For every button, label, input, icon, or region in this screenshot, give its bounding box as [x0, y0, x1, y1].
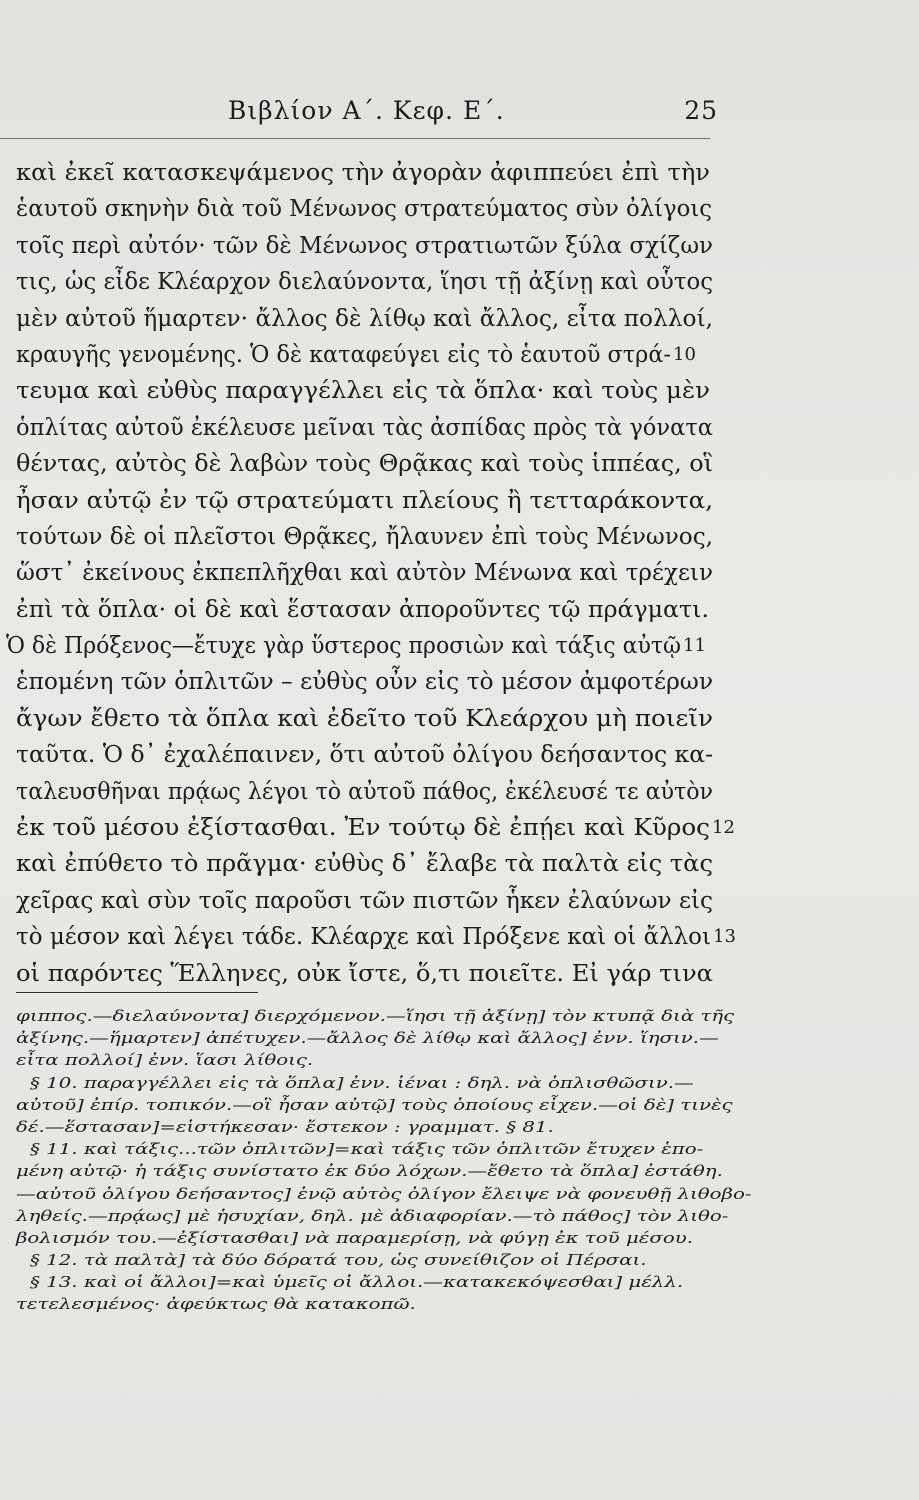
footnote-line: [0, 1138, 919, 1160]
footnote-text: § 12. τὰ παλτὰ] τὰ δύο δόρατά του, ὡς συνείθιζον οἱ Πέρσαι.: [30, 1251, 647, 1270]
text-line: [0, 155, 919, 191]
text-line-content: ὁπλίτας αὐτοῦ ἐκέλευσε μεῖναι τὰς ἀσπίδας πρὸς τὰ γόνατα: [16, 413, 713, 441]
text-line: [0, 410, 919, 446]
text-line-content: οἱ παρόντες Ἕλληνες, οὐκ ἴστε, ὅ,τι ποιεῖτε. Εἰ γάρ τινα: [16, 959, 713, 987]
text-line: [0, 483, 919, 519]
text-line-content: ἐκ τοῦ μέσου ἐξίστασθαι. Ἐν τούτῳ δὲ ἐπῄει καὶ Κῦρος: [16, 814, 710, 842]
footnote-text: ληθείς.—πρᾴως] μὲ ἡσυχίαν, δηλ. μὲ ἀδιαφορίαν.—τὸ πάθος] τὸν λιθο-: [16, 1206, 729, 1225]
text-line-content: τις, ὡς εἶδε Κλέαρχον διελαύνοντα, ἵησι τῇ ἀξίνῃ καὶ οὗτος: [16, 268, 713, 296]
text-line: [0, 737, 919, 773]
footnote-text: εἶτα πολλοί] ἐνν. ἵασι λίθοις.: [16, 1051, 314, 1070]
main-text: [0, 155, 919, 992]
text-line: [0, 555, 919, 591]
text-line: [0, 664, 919, 700]
section-number: 11: [683, 635, 706, 657]
text-line: [0, 592, 919, 628]
footnotes: [0, 1005, 919, 1316]
text-line-content: ἑπομένη τῶν ὁπλιτῶν – εὐθὺς οὖν εἰς τὸ μέσον ἀμφοτέρων: [16, 668, 713, 696]
footnote-line: [0, 1205, 919, 1227]
footnote-line: [0, 1271, 919, 1293]
footnote-line: [0, 1183, 919, 1205]
footnote-line: [0, 1293, 919, 1315]
footnote-line: [0, 1160, 919, 1182]
text-line: [0, 519, 919, 555]
text-line: [0, 883, 919, 919]
footnote-text: δέ.—ἕστασαν]=εἱστήκεσαν· ἔστεκον : γραμματ. § 81.: [16, 1117, 554, 1136]
text-line: [0, 774, 919, 810]
text-line: [0, 956, 919, 992]
footnote-text: φιππος.—διελαύνοντα] διερχόμενον.—ἵησι τῇ ἀξίνῃ] τὸν κτυπᾷ διὰ τῆς: [16, 1007, 735, 1025]
text-line: [0, 337, 919, 373]
text-line-content: τοῖς περὶ αὐτόν· τῶν δὲ Μένωνος στρατιωτῶν ξύλα σχίζων: [16, 231, 713, 259]
footnote-text: τετελεσμένος· ἀφεύκτως θὰ κατακοπῶ.: [16, 1295, 416, 1314]
text-line-content: ταλευσθῆναι πρᾴως λέγοι τὸ αὐτοῦ πάθος, ἐκέλευσέ τε αὐτὸν: [16, 777, 713, 805]
text-line-content: χεῖρας καὶ σὺν τοῖς παροῦσι τῶν πιστῶν ἧκεν ἐλαύνων εἰς: [16, 886, 713, 914]
footnote-line: [0, 1049, 919, 1071]
text-line: [0, 919, 919, 955]
text-line: [0, 301, 919, 337]
text-line-content: μὲν αὐτοῦ ἥμαρτεν· ἄλλος δὲ λίθῳ καὶ ἄλλος, εἶτα πολλοί,: [16, 304, 713, 332]
text-line-content: θέντας, αὐτὸς δὲ λαβὼν τοὺς Θρᾷκας καὶ τοὺς ἱππέας, οἳ: [16, 450, 713, 478]
text-line: [0, 628, 919, 664]
text-line-content: Ὁ δὲ Πρόξενος—ἔτυχε γὰρ ὕστερος προσιὼν καὶ τάξις αὐτῷ: [6, 632, 681, 660]
running-header: [228, 96, 718, 125]
footnote-text: § 11. καὶ τάξις...τῶν ὁπλιτῶν]=καὶ τάξις τῶν ὁπλιτῶν ἔτυχεν ἑπο-: [30, 1140, 704, 1159]
text-line: [0, 191, 919, 227]
header-title: Βιβλίον Α΄. Κεφ. Ε΄.: [228, 96, 505, 125]
footnote-line: [0, 1094, 919, 1116]
text-line: [0, 846, 919, 882]
text-line-content: τευμα καὶ εὐθὺς παραγγέλλει εἰς τὰ ὅπλα· καὶ τοὺς μὲν: [16, 377, 710, 405]
footnote-line: [0, 1249, 919, 1271]
text-line-content: ἦσαν αὐτῷ ἐν τῷ στρατεύματι πλείους ἢ τετταράκοντα,: [16, 486, 713, 514]
text-line-content: ἑαυτοῦ σκηνὴν διὰ τοῦ Μένωνος στρατεύματος σὺν ὀλίγοις: [16, 195, 712, 223]
footnote-line: [0, 1072, 919, 1094]
footnote-line: [0, 1027, 919, 1049]
text-line-content: ἐπὶ τὰ ὅπλα· οἱ δὲ καὶ ἕστασαν ἀποροῦντες τῷ πράγματι.: [16, 595, 709, 623]
footnote-text: βολισμόν του.—ἐξίστασθαι] νὰ παραμερίσῃ, νὰ φύγῃ ἐκ τοῦ μέσου.: [16, 1228, 694, 1247]
footnote-text: § 10. παραγγέλλει εἰς τὰ ὅπλα] ἐνν. ἰέναι : δηλ. νὰ ὁπλισθῶσιν.—: [30, 1073, 694, 1092]
footnote-text: ἀξίνης.—ἥμαρτεν] ἀπέτυχεν.—ἄλλος δὲ λίθῳ καὶ ἄλλος] ἐνν. ἵησιν.—: [16, 1029, 719, 1048]
text-line-content: καὶ ἐπύθετο τὸ πρᾶγμα· εὐθὺς δ᾽ ἔλαβε τὰ παλτὰ εἰς τὰς: [16, 850, 713, 878]
text-line: [0, 373, 919, 409]
footnote-line: [0, 1116, 919, 1138]
text-line: [0, 228, 919, 264]
text-line: [0, 810, 919, 846]
text-line-content: καὶ ἐκεῖ κατασκεψάμενος τὴν ἀγορὰν ἀφιππεύει ἐπὶ τὴν: [16, 159, 710, 186]
footnote-text: μένη αὐτῷ· ἡ τάξις συνίστατο ἐκ δύο λόχων.—ἔθετο τὰ ὅπλα] ἐστάθη.: [16, 1162, 723, 1181]
footnote-text: —αὐτοῦ ὀλίγου δεήσαντος] ἐνῷ αὐτὸς ὀλίγον ἔλειψε νὰ φονευθῇ λιθοβο-: [16, 1184, 752, 1203]
header-rule: [0, 138, 710, 139]
text-line-content: κραυγῆς γενομένης. Ὁ δὲ καταφεύγει εἰς τὸ ἑαυτοῦ στρά-: [16, 340, 671, 368]
footnote-text: αὐτοῦ] ἐπίρ. τοπικόν.—οἳ ἦσαν αὐτῷ] τοὺς ὁποίους εἶχεν.—οἱ δὲ] τινὲς: [16, 1095, 733, 1114]
text-line-content: ὥστ᾽ ἐκείνους ἐκπεπλῆχθαι καὶ αὐτὸν Μένωνα καὶ τρέχειν: [16, 559, 713, 587]
text-line: [0, 701, 919, 737]
section-number: 12: [712, 817, 735, 839]
text-line: [0, 264, 919, 300]
text-line-content: τούτων δὲ οἱ πλεῖστοι Θρᾷκες, ἤλαυνεν ἐπὶ τοὺς Μένωνος,: [16, 522, 713, 550]
page-number: 25: [684, 96, 718, 125]
text-line-content: ταῦτα. Ὁ δ᾽ ἐχαλέπαινεν, ὅτι αὐτοῦ ὀλίγου δεήσαντος κα-: [16, 741, 713, 769]
text-line-content: τὸ μέσον καὶ λέγει τάδε. Κλέαρχε καὶ Πρόξενε καὶ οἱ ἄλλοι: [16, 923, 711, 951]
section-number: 10: [673, 343, 696, 365]
section-number: 13: [713, 926, 736, 948]
footnote-rule: [16, 992, 258, 993]
footnote-line: [0, 1005, 919, 1027]
text-line-content: ἄγων ἔθετο τὰ ὅπλα καὶ ἐδεῖτο τοῦ Κλεάρχου μὴ ποιεῖν: [16, 704, 713, 732]
footnote-text: § 13. καὶ οἱ ἄλλοι]=καὶ ὑμεῖς οἱ ἄλλοι.—κατακεκόψεσθαι] μέλλ.: [30, 1273, 684, 1292]
footnote-line: [0, 1227, 919, 1249]
text-line: [0, 446, 919, 482]
